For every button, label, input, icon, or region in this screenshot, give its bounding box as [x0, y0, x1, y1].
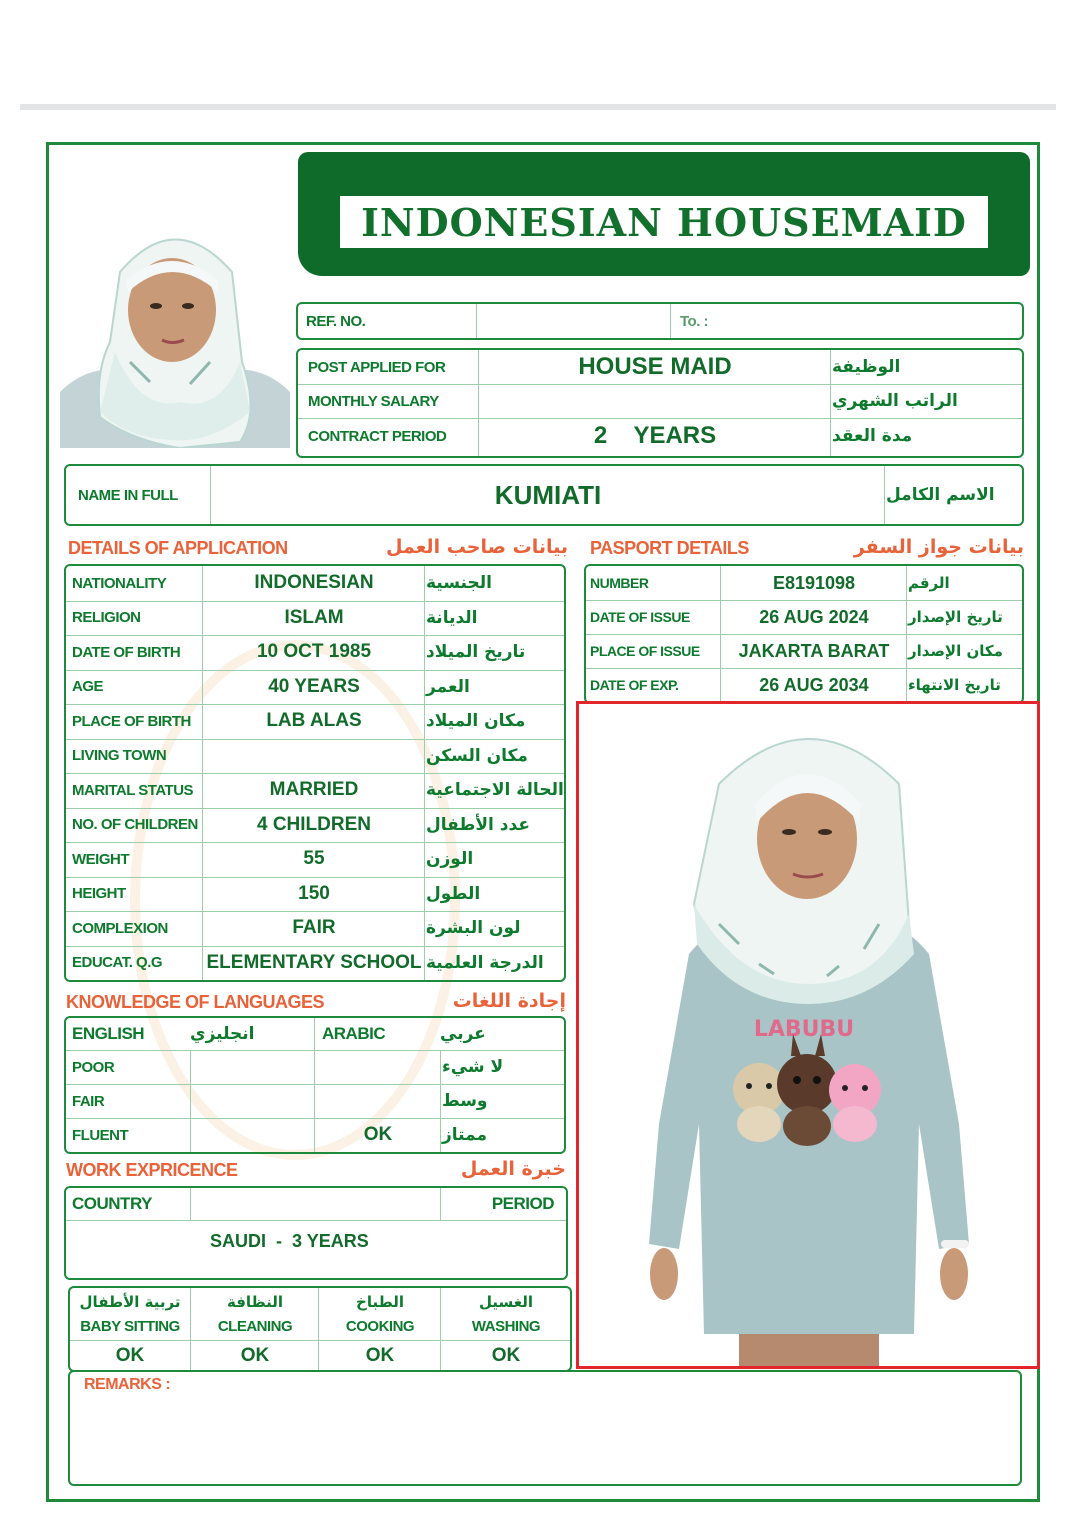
ref-no-label: REF. NO. [306, 312, 366, 330]
application-row-value: 55 [303, 848, 325, 870]
work-hline [66, 1220, 566, 1221]
skills-divider-2 [318, 1288, 319, 1370]
lang-poor-label: POOR [72, 1058, 115, 1076]
application-row-label: DATE OF BIRTH [72, 643, 181, 661]
job-label-contract: CONTRACT PERIOD [308, 427, 447, 445]
skill-value: OK [240, 1345, 270, 1366]
application-row-arabic: تاريخ الميلاد [426, 642, 526, 663]
remarks-label: REMARKS : [84, 1376, 171, 1393]
job-value-contract: 2 YEARS [593, 422, 717, 449]
work-period-label: PERIOD [491, 1194, 554, 1213]
job-divider-2 [830, 350, 831, 456]
lang-poor-ar: لا شيء [442, 1057, 504, 1077]
job-label-post: POST APPLIED FOR [308, 358, 446, 376]
lang-fluent-english [192, 1118, 314, 1152]
skill-label: WASHING [471, 1317, 541, 1335]
top-divider [20, 104, 1056, 110]
job-value-salary [480, 384, 830, 418]
lang-fluent-ar: ممتاز [442, 1125, 488, 1145]
passport-row-label: DATE OF ISSUE [590, 609, 690, 625]
application-row-value: 10 OCT 1985 [256, 641, 372, 663]
application-row-label: LIVING TOWN [72, 747, 167, 765]
application-row-label: PLACE OF BIRTH [72, 712, 191, 730]
application-row-value: 40 YEARS [268, 675, 360, 697]
application-row-value: 150 [298, 882, 330, 904]
passport-row-value: E8191098 [772, 572, 856, 593]
job-arabic-post: الوظيفة [832, 357, 901, 377]
application-row-value: MARRIED [269, 779, 359, 801]
work-section-title-ar: خبرة العمل [460, 1158, 566, 1180]
job-arabic-contract: مدة العقد [832, 426, 913, 446]
application-section-title-ar: بيانات صاحب العمل [386, 536, 568, 558]
application-row-label: WEIGHT [72, 850, 129, 868]
application-row-arabic: مكان السكن [426, 745, 528, 766]
application-row-label: MARITAL STATUS [72, 781, 194, 799]
job-divider-1 [478, 350, 479, 456]
application-row-value [204, 739, 424, 774]
lang-col-divider-3 [440, 1050, 441, 1152]
ref-divider-2 [670, 304, 671, 338]
passport-section-title: PASPORT DETAILS [590, 538, 749, 558]
work-col-divider-1 [190, 1188, 191, 1220]
name-arabic: الاسم الكامل [886, 485, 995, 505]
name-divider-2 [884, 466, 885, 524]
languages-section-title-ar: إجادة اللغات [452, 990, 566, 1012]
passport-row-value: 26 AUG 2034 [759, 674, 869, 695]
application-row-value: FAIR [292, 917, 336, 939]
application-row-arabic: الوزن [426, 849, 474, 870]
skill-arabic: تربية الأطفال [79, 1293, 181, 1311]
application-section-title: DETAILS OF APPLICATION [68, 538, 288, 558]
passport-row-label: DATE OF EXP. [590, 677, 679, 693]
shirt-print-text: LABUBU [753, 1017, 855, 1042]
skills-hline [70, 1340, 570, 1341]
job-value-post: HOUSE MAID [578, 353, 732, 380]
lang-col-divider-1 [190, 1050, 191, 1152]
skill-label: BABY SITTING [80, 1317, 180, 1335]
remarks-box [68, 1370, 1022, 1486]
passport-row-label: NUMBER [590, 575, 649, 591]
languages-section-title: KNOWLEDGE OF LANGUAGES [66, 992, 324, 1012]
passport-row-arabic: الرقم [908, 574, 950, 592]
passport-row-value: 26 AUG 2024 [759, 606, 869, 627]
application-row-arabic: الجنسية [426, 573, 492, 594]
page-title: INDONESIAN HOUSEMAID [361, 199, 967, 245]
application-row-arabic: عدد الأطفال [426, 814, 530, 835]
applicant-photo-small [60, 212, 290, 448]
lang-col-divider-2 [314, 1018, 315, 1152]
skill-arabic: الغسيل [478, 1293, 534, 1311]
skills-divider-1 [190, 1288, 191, 1370]
lang-arabic-label: ARABIC [322, 1024, 386, 1043]
application-row-value: ISLAM [284, 606, 344, 628]
skill-label: CLEANING [217, 1317, 293, 1335]
application-row-label: RELIGION [72, 609, 141, 627]
job-label-salary: MONTHLY SALARY [308, 392, 439, 410]
skill-value: OK [115, 1345, 145, 1366]
application-row-value: INDONESIAN [254, 572, 374, 594]
lang-fair-english [192, 1084, 314, 1118]
lang-fair-label: FAIR [72, 1092, 105, 1110]
passport-row-arabic: تاريخ الإصدار [908, 608, 1003, 626]
title-banner-inner [340, 196, 988, 248]
work-entry: SAUDI - 3 YEARS [210, 1230, 369, 1251]
lang-english-ar: انجليزي [190, 1024, 255, 1044]
skill-arabic: النظافة [226, 1293, 284, 1311]
application-row-label: COMPLEXION [72, 919, 168, 937]
name-label: NAME IN FULL [78, 486, 178, 504]
application-row-arabic: مكان الميلاد [426, 711, 526, 732]
application-row-label: EDUCAT. Q.G [72, 954, 163, 972]
top-blank-area [0, 0, 1080, 104]
lang-arabic-ar: عربي [440, 1024, 486, 1044]
application-row-arabic: العمر [426, 676, 470, 697]
name-value: KUMIATI [494, 479, 602, 510]
title-banner [298, 152, 1030, 276]
work-section-title: WORK EXPRICENCE [66, 1160, 238, 1180]
applicant-full-body-image [579, 704, 1037, 1366]
application-row-arabic: لون البشرة [426, 918, 521, 939]
application-row-label: NO. OF CHILDREN [72, 816, 198, 834]
skill-arabic: الطباخ [356, 1293, 404, 1311]
skill-value: OK [365, 1345, 395, 1366]
lang-fluent-arabic: OK [363, 1124, 393, 1145]
ref-divider-1 [476, 304, 477, 338]
passport-section-title-ar: بيانات جواز السفر [853, 536, 1024, 558]
application-row-arabic: الديانة [426, 607, 478, 628]
lang-fair-arabic [316, 1084, 440, 1118]
skill-value: OK [491, 1345, 521, 1366]
passport-row-arabic: تاريخ الانتهاء [908, 676, 1001, 694]
job-arabic-salary: الراتب الشهري [832, 391, 958, 411]
work-country-label: COUNTRY [72, 1194, 152, 1213]
application-row-value: 4 CHILDREN [256, 813, 371, 835]
skills-divider-3 [440, 1288, 441, 1370]
application-row-label: HEIGHT [72, 885, 126, 903]
passport-row-arabic: مكان الإصدار [908, 642, 1003, 660]
lang-poor-english [192, 1050, 314, 1084]
application-row-arabic: الحالة الاجتماعية [426, 780, 564, 801]
application-row-value: LAB ALAS [266, 710, 362, 732]
passport-row-value: JAKARTA BARAT [738, 640, 890, 661]
passport-row-label: PLACE OF ISSUE [590, 643, 700, 659]
applicant-photo-full [576, 701, 1040, 1369]
application-row-value: ELEMENTARY SCHOOL [206, 951, 422, 973]
application-row-label: AGE [72, 678, 104, 696]
application-row-arabic: الدرجة العلمية [426, 952, 544, 973]
lang-english-label: ENGLISH [72, 1024, 145, 1043]
work-col-divider-2 [440, 1188, 441, 1220]
application-row-arabic: الطول [426, 883, 481, 904]
lang-fair-ar: وسط [442, 1091, 488, 1111]
to-label: To. : [680, 312, 709, 330]
application-row-label: NATIONALITY [72, 574, 167, 592]
lang-fluent-label: FLUENT [72, 1126, 129, 1144]
name-divider-1 [210, 466, 211, 524]
applicant-portrait-image [60, 212, 290, 448]
lang-poor-arabic [316, 1050, 440, 1084]
skill-label: COOKING [345, 1317, 415, 1335]
